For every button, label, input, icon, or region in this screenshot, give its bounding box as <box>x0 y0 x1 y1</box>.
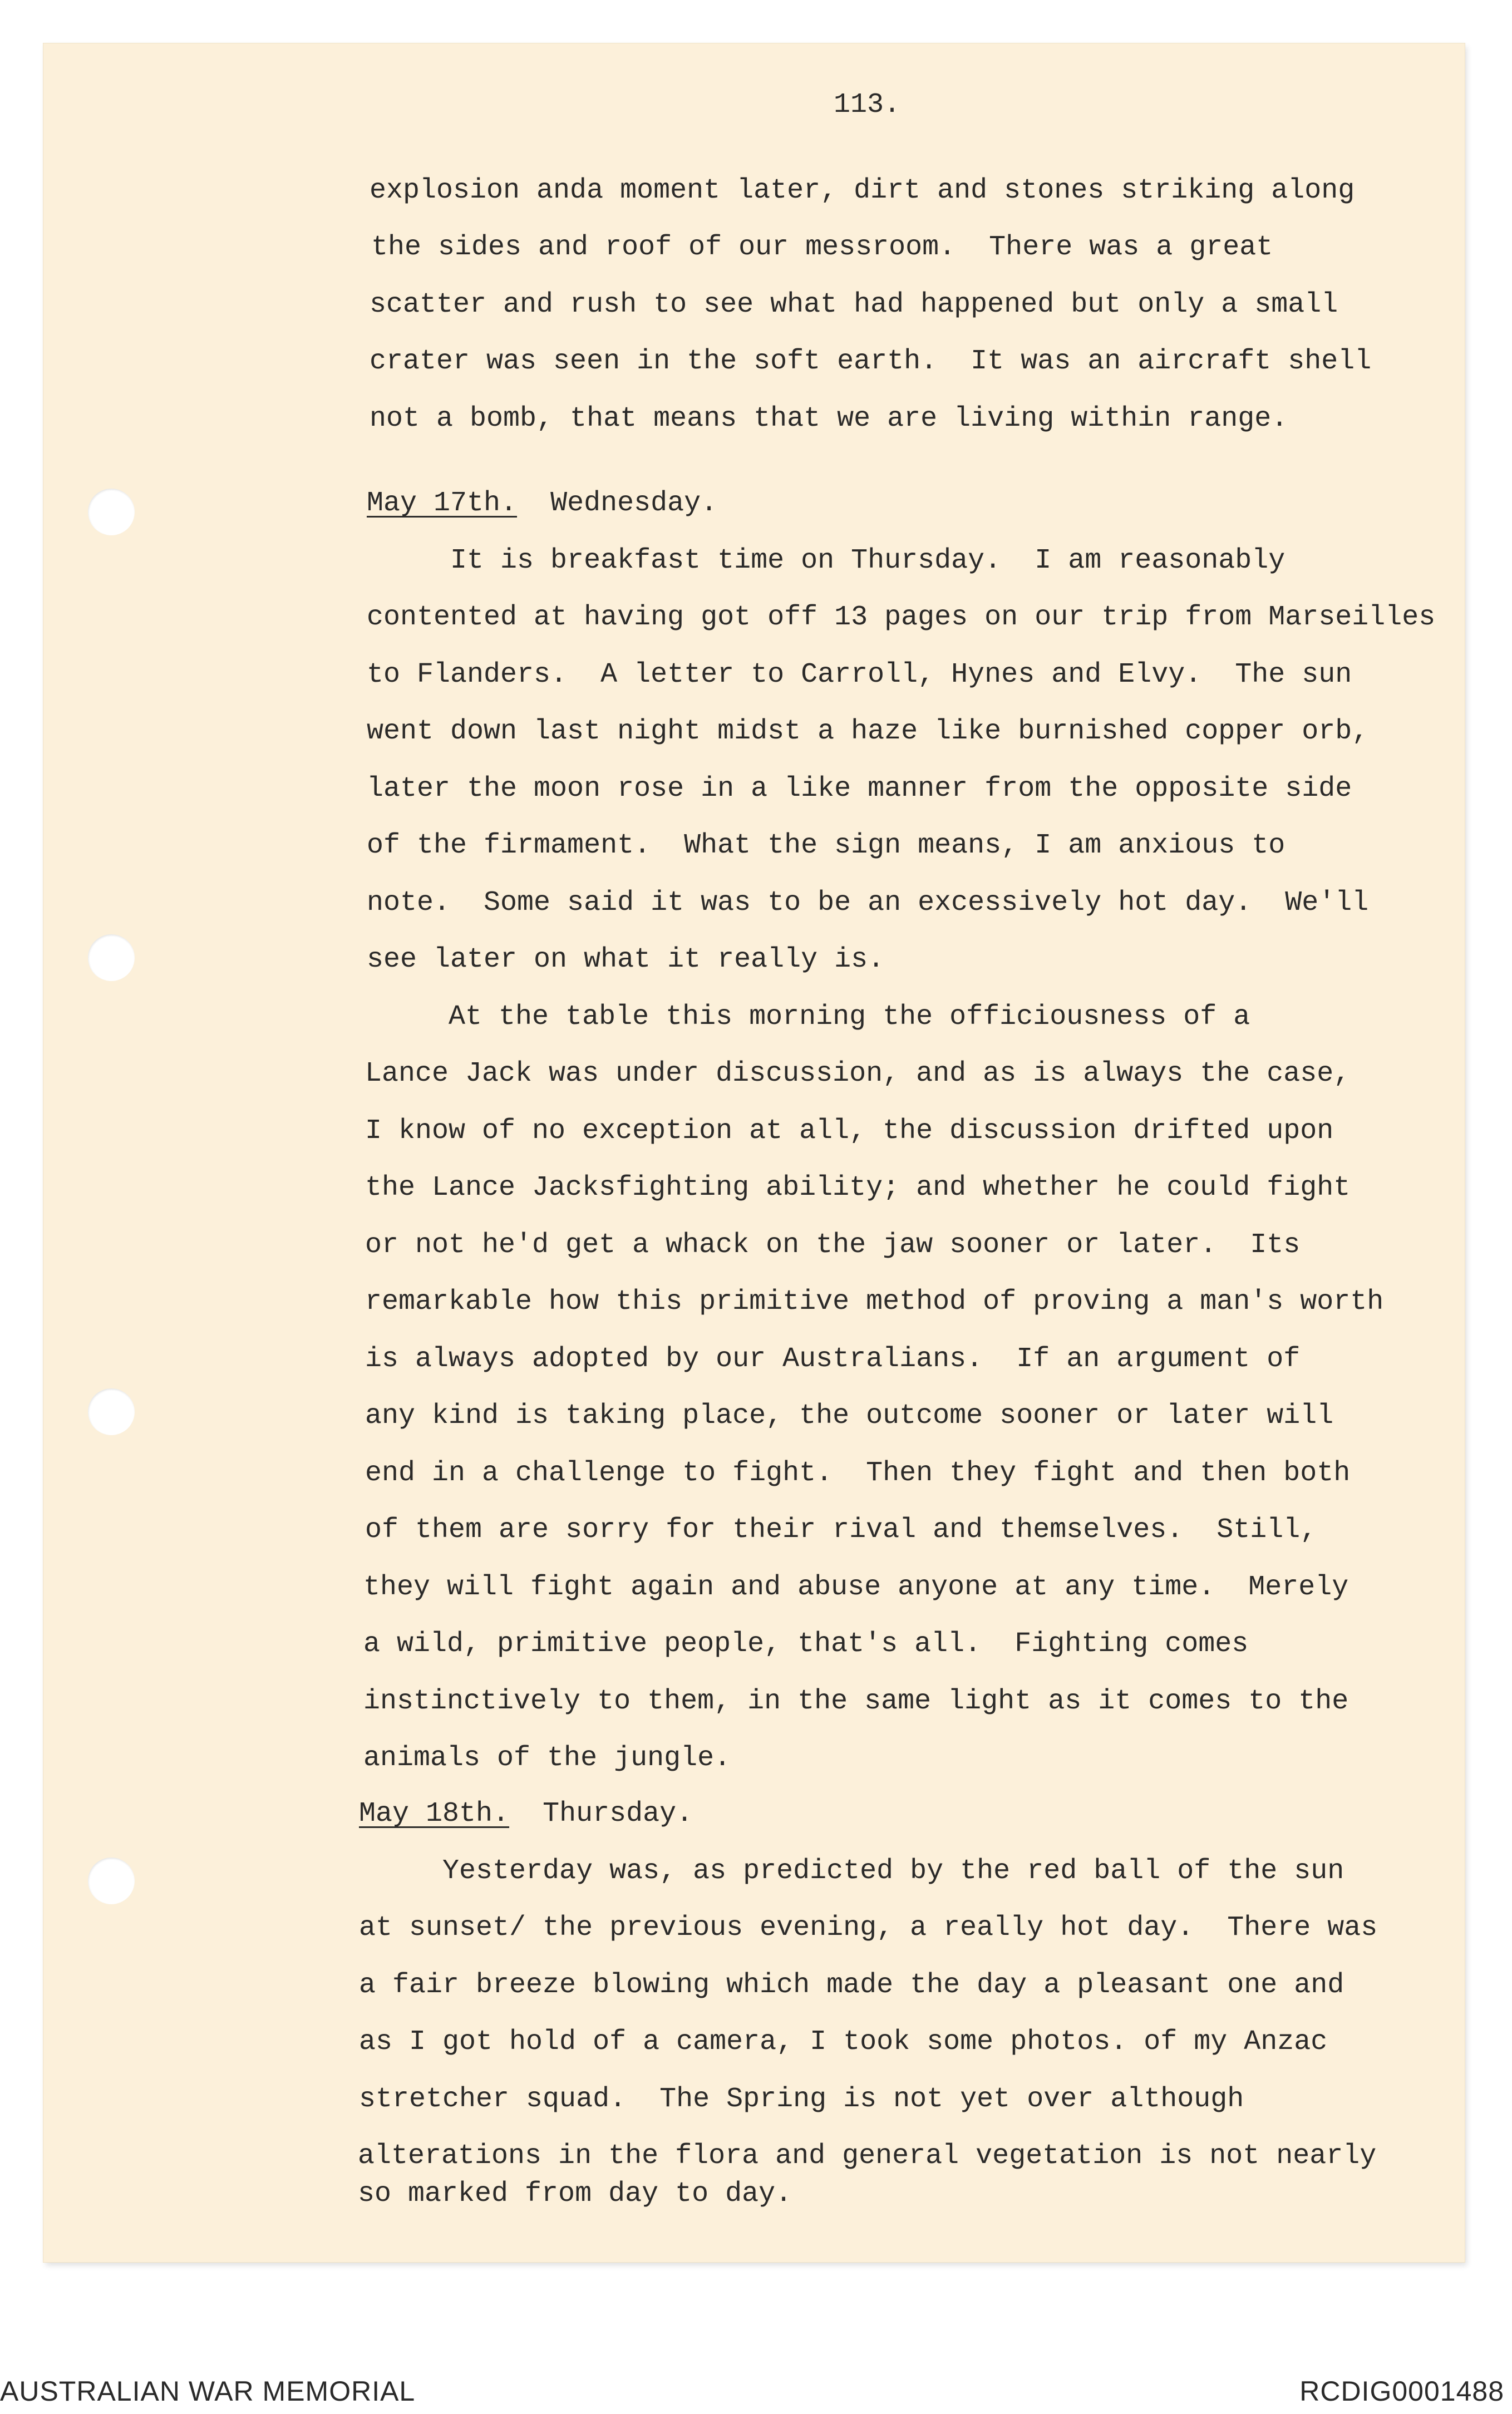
text-line: crater was seen in the soft earth. It was an aircraft shell <box>370 346 1372 377</box>
text-line: note. Some said it was to be an excessively hot day. We'll <box>367 887 1369 919</box>
text-line: a fair breeze blowing which made the day a pleasant one and <box>359 1969 1344 2001</box>
text-line: Lance Jack was under discussion, and as is always the case, <box>365 1058 1351 1090</box>
text-line: animals of the jungle. <box>363 1742 731 1774</box>
text-line: contented at having got off 13 pages on our trip from Marseilles <box>367 602 1436 633</box>
archive-credit: AUSTRALIAN WAR MEMORIAL <box>0 2376 416 2407</box>
text-line: the sides and roof of our messroom. There was a great <box>371 231 1273 263</box>
text-line: the Lance Jacksfighting ability; and whether he could fight <box>365 1172 1351 1204</box>
text-line: scatter and rush to see what had happened but only a small <box>370 289 1338 321</box>
text-line: to Flanders. A letter to Carroll, Hynes and Elvy. The sun <box>367 659 1352 691</box>
text-line: of them are sorry for their rival and themselves. Still, <box>365 1514 1317 1546</box>
punch-hole <box>88 934 135 981</box>
text-line: instinctively to them, in the same light as it comes to the <box>363 1686 1349 1717</box>
text-line: alterations in the flora and general vegetation is not nearly <box>358 2140 1377 2172</box>
text-line: stretcher squad. The Spring is not yet over although <box>359 2083 1244 2115</box>
text-line: later the moon rose in a like manner from the opposite side <box>367 773 1352 805</box>
text-line: is always adopted by our Australians. If an argument of <box>365 1343 1301 1375</box>
punch-hole <box>88 1858 135 1904</box>
text-line: It is breakfast time on Thursday. I am reasonably <box>367 545 1286 577</box>
text-line: At the table this morning the officiousness of a <box>365 1001 1250 1033</box>
text-line: a wild, primitive people, that's all. Fighting comes <box>363 1628 1249 1660</box>
text-line: I know of no exception at all, the discussion drifted upon <box>365 1115 1334 1147</box>
punch-hole <box>88 489 135 535</box>
text-line: explosion anda moment later, dirt and stones striking along <box>370 175 1355 206</box>
text-line: any kind is taking place, the outcome sooner or later will <box>365 1400 1334 1432</box>
text-line: at sunset/ the previous evening, a really hot day. There was <box>359 1912 1378 1944</box>
page-number: 113. <box>834 89 901 121</box>
entry-weekday: Wednesday. <box>550 487 718 519</box>
text-line: end in a challenge to fight. Then they fight and then both <box>365 1457 1351 1489</box>
text-line: remarkable how this primitive method of proving a man's worth <box>365 1286 1384 1318</box>
entry-heading <box>367 487 718 519</box>
text-line: of the firmament. What the sign means, I am anxious to <box>367 830 1286 861</box>
record-id: RCDIG0001488 <box>1299 2376 1504 2407</box>
text-line: as I got hold of a camera, I took some photos. of my Anzac <box>359 2026 1328 2058</box>
text-line: see later on what it really is. <box>367 944 885 976</box>
entry-heading <box>359 1800 693 1828</box>
text-line: not a bomb, that means that we are living within range. <box>370 403 1288 435</box>
entry-date: May 18th. <box>359 1798 510 1830</box>
text-line: they will fight again and abuse anyone at any time. Merely <box>363 1571 1349 1603</box>
text-line: Yesterday was, as predicted by the red ball of the sun <box>359 1855 1344 1887</box>
punch-hole <box>88 1388 135 1435</box>
entry-date: May 17th. <box>367 487 518 519</box>
text-line: went down last night midst a haze like burnished copper orb, <box>367 716 1369 747</box>
text-line: or not he'd get a whack on the jaw sooner or later. Its <box>365 1229 1301 1261</box>
text-line: so marked from day to day. <box>358 2178 792 2210</box>
entry-weekday: Thursday. <box>543 1798 693 1830</box>
